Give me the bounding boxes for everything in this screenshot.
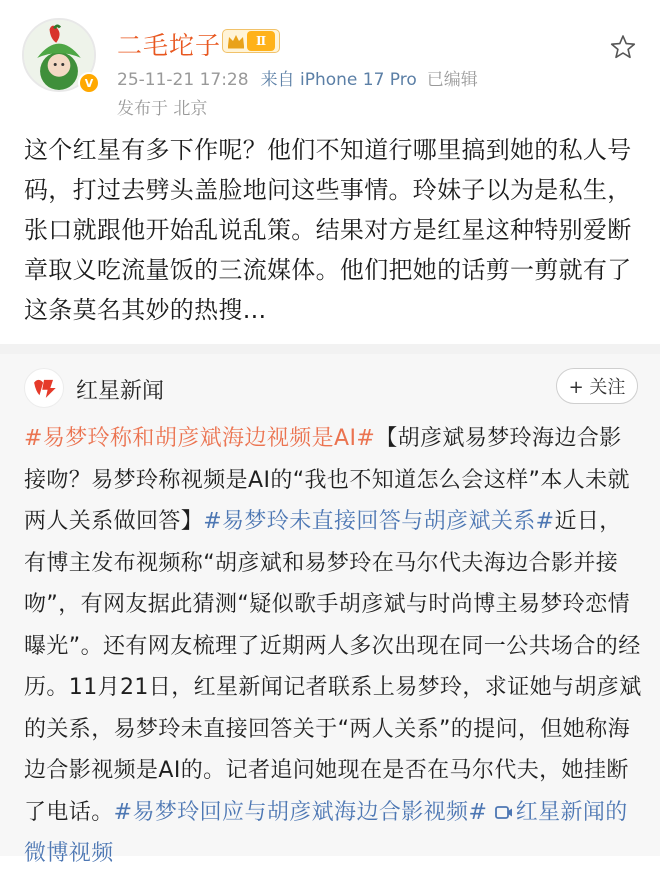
media-name[interactable]: 红星新闻 <box>76 379 165 404</box>
red-star-logo-icon <box>26 370 62 406</box>
post-timestamp: 25-11-21 17:28 <box>117 70 249 90</box>
verified-badge-icon: V <box>78 72 100 94</box>
follow-button[interactable]: + 关注 <box>556 368 638 404</box>
level-number: Ⅱ <box>247 31 275 51</box>
card-text <box>24 418 642 875</box>
topic-link[interactable]: #易梦玲称和胡彦斌海边视频是AI# <box>24 426 376 451</box>
level-badge <box>222 29 280 53</box>
video-link-label: 红星新闻的微博视频 <box>24 799 628 866</box>
video-icon <box>495 805 513 820</box>
post-source[interactable]: 来自 iPhone 17 Pro <box>260 70 417 90</box>
topic-link[interactable]: #易梦玲回应与胡彦斌海边合影视频# <box>113 799 488 825</box>
edited-label[interactable]: 已编辑 <box>426 70 478 90</box>
topic-link[interactable]: #易梦玲未直接回答与胡彦斌关系# <box>203 509 555 534</box>
media-logo-icon[interactable] <box>24 368 64 408</box>
post-header <box>0 0 660 118</box>
divider <box>0 344 660 354</box>
post-text: 这个红星有多下作呢？他们不知道行哪里搞到她的私人号码，打过去劈头盖脸地问这些事情。玲妹子以为是私生，张口就跟他开始乱说乱策。结果对方是红星这种特别爱断章取义吃流量饭的三流媒体。他们把她的话剪一剪就有了这条莫名其妙的热搜... <box>24 136 632 324</box>
post-meta <box>117 65 490 90</box>
crown-icon <box>227 33 245 49</box>
card-paragraph: 近日，有博主发布视频称“胡彦斌和易梦玲在马尔代夫海边合影并接吻”，有网友据此猜测“疑似歌手胡彦斌与时尚博主易梦玲恋情曝光”。还有网友梳理了近期两人多次出现在同一公共场合的经历。11月21日，红星新闻记者联系上易梦玲，求证她与胡彦斌的关系，易梦玲未直接回答关于“两人关系”的提问，但她称海边合影视频是AI的。记者追问她现在是否在马尔代夫，她挂断了电话。 <box>24 509 642 825</box>
card-headline: 【胡彦斌易梦玲海边合影接吻？易梦玲称视频是AI的“我也不知道怎么会这样”本人未就两人关系做回答】 <box>24 426 630 534</box>
post-location: 发布于 北京 <box>117 99 208 119</box>
star-icon[interactable] <box>610 34 636 60</box>
author-name[interactable]: 二毛坨子 <box>117 31 222 60</box>
